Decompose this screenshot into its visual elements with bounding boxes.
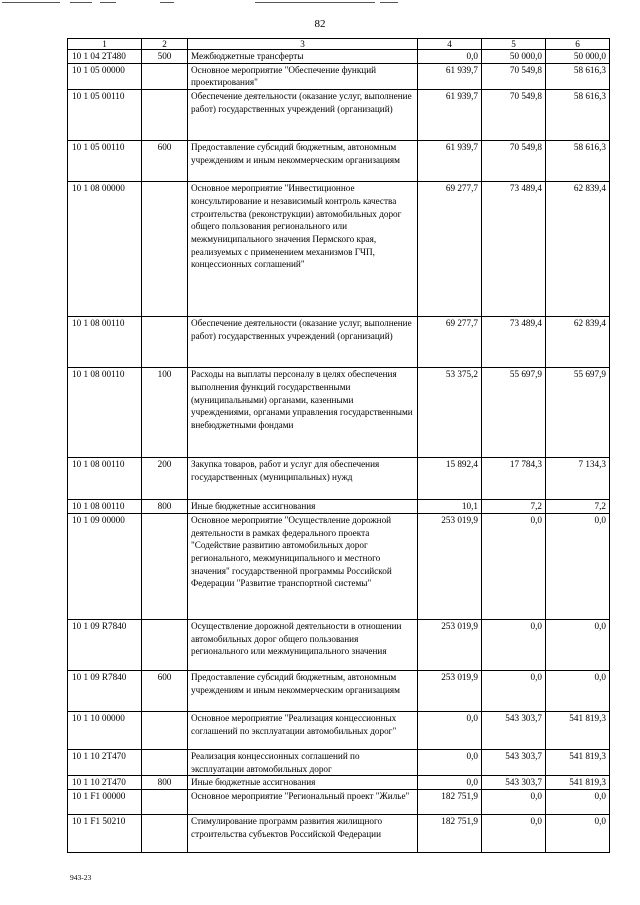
- amount-year2-cell: 73 489,4: [482, 317, 546, 368]
- expense-type-cell: [142, 182, 188, 317]
- item-name-cell: Основное мероприятие "Обеспечение функций проектирования": [188, 63, 418, 89]
- expense-type-cell: 800: [142, 776, 188, 790]
- amount-year1-cell: 61 939,7: [418, 90, 482, 141]
- target-code-cell: 10 1 F1 50210: [68, 814, 142, 852]
- table-row: [68, 500, 610, 514]
- table-row: [68, 50, 610, 64]
- amount-year3-cell: 58 616,3: [546, 63, 610, 89]
- item-name-cell: Осуществление дорожной деятельности в отношении автомобильных дорог общего пользования регионального или межмуниципального значения: [188, 619, 418, 670]
- amount-year2-cell: 0,0: [482, 814, 546, 852]
- target-code-cell: 10 1 08 00110: [68, 458, 142, 500]
- page-number: 82: [314, 18, 326, 30]
- expense-type-cell: [142, 317, 188, 368]
- target-code-cell: 10 1 F1 00000: [68, 789, 142, 814]
- table-row: [68, 619, 610, 670]
- amount-year1-cell: 0,0: [418, 776, 482, 790]
- amount-year3-cell: 58 616,3: [546, 90, 610, 141]
- amount-year2-cell: 70 549,8: [482, 141, 546, 182]
- target-code-cell: 10 1 05 00110: [68, 90, 142, 141]
- scan-top-edge: [0, 0, 640, 8]
- amount-year2-cell: 55 697,9: [482, 368, 546, 458]
- amount-year1-cell: 69 277,7: [418, 317, 482, 368]
- table-row: [68, 814, 610, 852]
- target-code-cell: 10 1 10 2Т470: [68, 776, 142, 790]
- amount-year1-cell: 61 939,7: [418, 63, 482, 89]
- amount-year2-cell: 0,0: [482, 670, 546, 711]
- expense-type-cell: 500: [142, 50, 188, 64]
- item-name-cell: Основное мероприятие "Осуществление дорожной деятельности в рамках федерального проекта "Содействие развитию автомобильных дорог регионального, межмуниципального и местного значения" государственной программы Российской Федерации "Развитие транспортной системы": [188, 513, 418, 619]
- column-header: 6: [546, 39, 610, 50]
- item-name-cell: Межбюджетные трансферты: [188, 50, 418, 64]
- amount-year3-cell: 0,0: [546, 789, 610, 814]
- item-name-cell: Реализация концессионных соглашений по эксплуатации автомобильных дорог: [188, 749, 418, 775]
- amount-year1-cell: 0,0: [418, 50, 482, 64]
- target-code-cell: 10 1 09 R7840: [68, 670, 142, 711]
- amount-year1-cell: 182 751,9: [418, 814, 482, 852]
- target-code-cell: 10 1 08 00000: [68, 182, 142, 317]
- amount-year2-cell: 0,0: [482, 789, 546, 814]
- item-name-cell: Обеспечение деятельности (оказание услуг, выполнение работ) государственных учреждений (организаций): [188, 317, 418, 368]
- table-row: [68, 90, 610, 141]
- amount-year1-cell: 0,0: [418, 711, 482, 749]
- table-row: [68, 789, 610, 814]
- item-name-cell: Предоставление субсидий бюджетным, автономным учреждениям и иным некоммерческим организациям: [188, 670, 418, 711]
- target-code-cell: 10 1 08 00110: [68, 500, 142, 514]
- target-code-cell: 10 1 08 00110: [68, 368, 142, 458]
- amount-year1-cell: 10,1: [418, 500, 482, 514]
- column-header: 2: [142, 39, 188, 50]
- table-row: [68, 776, 610, 790]
- expense-type-cell: 800: [142, 500, 188, 514]
- table-row: [68, 711, 610, 749]
- expense-type-cell: [142, 789, 188, 814]
- item-name-cell: Расходы на выплаты персоналу в целях обеспечения выполнения функций государственными (муниципальными) органами, казенными учреждениями, органами управления государственными внебюджетными фондами: [188, 368, 418, 458]
- expense-type-cell: [142, 63, 188, 89]
- amount-year3-cell: 7,2: [546, 500, 610, 514]
- amount-year2-cell: 50 000,0: [482, 50, 546, 64]
- target-code-cell: 10 1 04 2Т480: [68, 50, 142, 64]
- amount-year1-cell: 253 019,9: [418, 670, 482, 711]
- amount-year3-cell: 7 134,3: [546, 458, 610, 500]
- amount-year1-cell: 53 375,2: [418, 368, 482, 458]
- expense-type-cell: [142, 513, 188, 619]
- amount-year3-cell: 62 839,4: [546, 317, 610, 368]
- amount-year1-cell: 69 277,7: [418, 182, 482, 317]
- item-name-cell: Обеспечение деятельности (оказание услуг, выполнение работ) государственных учреждений (организаций): [188, 90, 418, 141]
- item-name-cell: Иные бюджетные ассигнования: [188, 776, 418, 790]
- column-header: 1: [68, 39, 142, 50]
- amount-year3-cell: 0,0: [546, 814, 610, 852]
- table-header-row: [68, 39, 610, 50]
- target-code-cell: 10 1 09 00000: [68, 513, 142, 619]
- amount-year3-cell: 541 819,3: [546, 749, 610, 775]
- amount-year2-cell: 0,0: [482, 513, 546, 619]
- amount-year3-cell: 0,0: [546, 670, 610, 711]
- expense-type-cell: [142, 711, 188, 749]
- amount-year2-cell: 70 549,8: [482, 63, 546, 89]
- amount-year1-cell: 0,0: [418, 749, 482, 775]
- item-name-cell: Предоставление субсидий бюджетным, автономным учреждениям и иным некоммерческим организациям: [188, 141, 418, 182]
- item-name-cell: Основное мероприятие "Региональный проект "Жилье": [188, 789, 418, 814]
- target-code-cell: 10 1 10 00000: [68, 711, 142, 749]
- amount-year3-cell: 541 819,3: [546, 711, 610, 749]
- table-row: [68, 182, 610, 317]
- target-code-cell: 10 1 10 2Т470: [68, 749, 142, 775]
- column-header: 5: [482, 39, 546, 50]
- amount-year2-cell: 73 489,4: [482, 182, 546, 317]
- item-name-cell: Основное мероприятие "Реализация концессионных соглашений по эксплуатации автомобильных дорог": [188, 711, 418, 749]
- table-row: [68, 63, 610, 89]
- amount-year1-cell: 15 892,4: [418, 458, 482, 500]
- target-code-cell: 10 1 08 00110: [68, 317, 142, 368]
- expense-type-cell: 200: [142, 458, 188, 500]
- amount-year3-cell: 0,0: [546, 619, 610, 670]
- amount-year2-cell: 0,0: [482, 619, 546, 670]
- column-header: 3: [188, 39, 418, 50]
- footer-code: 943-23: [70, 873, 92, 882]
- expense-type-cell: [142, 749, 188, 775]
- amount-year2-cell: 17 784,3: [482, 458, 546, 500]
- item-name-cell: Иные бюджетные ассигнования: [188, 500, 418, 514]
- item-name-cell: Основное мероприятие "Инвестиционное консультирование и независимый контроль качества строительства (реконструкции) автомобильных дорог общего пользования регионального или межмуниципального значения Пермского края, реализуемых с применением механизмов ГЧП, концессионных соглашений": [188, 182, 418, 317]
- amount-year2-cell: 7,2: [482, 500, 546, 514]
- amount-year2-cell: 543 303,7: [482, 776, 546, 790]
- table-row: [68, 670, 610, 711]
- amount-year1-cell: 253 019,9: [418, 619, 482, 670]
- expense-type-cell: [142, 90, 188, 141]
- table-row: [68, 317, 610, 368]
- amount-year3-cell: 62 839,4: [546, 182, 610, 317]
- expense-type-cell: 600: [142, 141, 188, 182]
- table-row: [68, 513, 610, 619]
- target-code-cell: 10 1 05 00110: [68, 141, 142, 182]
- amount-year2-cell: 70 549,8: [482, 90, 546, 141]
- item-name-cell: Закупка товаров, работ и услуг для обеспечения государственных (муниципальных) нужд: [188, 458, 418, 500]
- amount-year1-cell: 61 939,7: [418, 141, 482, 182]
- amount-year3-cell: 541 819,3: [546, 776, 610, 790]
- amount-year3-cell: 0,0: [546, 513, 610, 619]
- expense-type-cell: [142, 619, 188, 670]
- table-row: [68, 749, 610, 775]
- amount-year3-cell: 55 697,9: [546, 368, 610, 458]
- table-row: [68, 368, 610, 458]
- budget-table: [67, 38, 610, 853]
- target-code-cell: 10 1 09 R7840: [68, 619, 142, 670]
- table-row: [68, 458, 610, 500]
- column-header: 4: [418, 39, 482, 50]
- item-name-cell: Стимулирование программ развития жилищного строительства субъектов Российской Федерации: [188, 814, 418, 852]
- amount-year2-cell: 543 303,7: [482, 711, 546, 749]
- amount-year3-cell: 50 000,0: [546, 50, 610, 64]
- expense-type-cell: 600: [142, 670, 188, 711]
- amount-year1-cell: 182 751,9: [418, 789, 482, 814]
- table-row: [68, 141, 610, 182]
- amount-year1-cell: 253 019,9: [418, 513, 482, 619]
- target-code-cell: 10 1 05 00000: [68, 63, 142, 89]
- expense-type-cell: 100: [142, 368, 188, 458]
- expense-type-cell: [142, 814, 188, 852]
- amount-year3-cell: 58 616,3: [546, 141, 610, 182]
- amount-year2-cell: 543 303,7: [482, 749, 546, 775]
